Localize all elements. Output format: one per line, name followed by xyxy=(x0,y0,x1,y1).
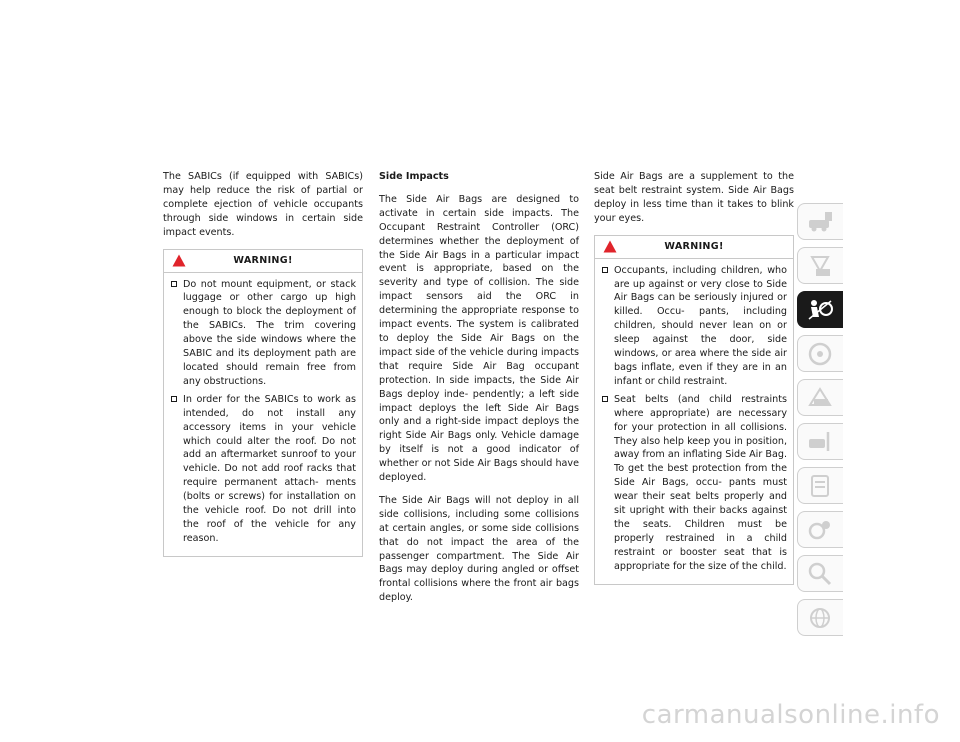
chapter-tab-languages[interactable] xyxy=(797,599,843,636)
multimedia-icon xyxy=(806,517,834,543)
chapter-tab-specifications[interactable] xyxy=(797,467,843,504)
emergency-vehicle-icon xyxy=(806,385,834,411)
square-bullet-icon xyxy=(602,396,608,402)
warning-triangle-icon xyxy=(172,254,186,267)
warning-title: WARNING! xyxy=(233,254,293,266)
chapter-tab-multimedia[interactable] xyxy=(797,511,843,548)
warning-item xyxy=(601,393,787,574)
car-info-icon xyxy=(806,209,834,235)
body-paragraph: The Side Air Bags will not deploy in all side collisions, including some collisions at certain angles, or some side collisions that do not impact the area of the passenger compartment. The Side Air Bags may deploy during angled or offset frontal collisions where the front air bags deploy. xyxy=(379,494,579,604)
warning-item xyxy=(601,264,787,389)
warning-header xyxy=(595,236,793,259)
chapter-tab-service[interactable] xyxy=(797,423,843,460)
warning-header xyxy=(164,250,362,273)
language-icon xyxy=(806,605,834,631)
warning-item-text: Occupants, including children, who are up against or very close to Side Air Bags can be seriously injured or killed. Occu- pants, including children, should never lean on or sleep against the door, side windows, or area where the side air bags inflate, even if they are in an infant or child restraint. xyxy=(614,264,787,387)
airbag-safety-icon xyxy=(806,297,834,323)
warning-triangle-icon xyxy=(603,240,617,253)
warning-item-text: Do not mount equipment, or stack luggage or other cargo up high enough to block the deployment of the SABICs. The trim covering above the side windows where the SABIC and its deployment path are located should remain free from any obstructions. xyxy=(183,278,356,387)
square-bullet-icon xyxy=(602,267,608,273)
chapter-tab-index[interactable] xyxy=(797,555,843,592)
square-bullet-icon xyxy=(171,396,177,402)
sabic-intro-paragraph: The SABICs (if equipped with SABICs) may help reduce the risk of partial or complete ejection of vehicle occupants through side windows in certain side impact events. xyxy=(163,171,363,238)
chapter-tab-car-info[interactable] xyxy=(797,203,843,240)
warning-box-side-airbags xyxy=(594,235,794,585)
service-car-icon xyxy=(806,429,834,455)
chapter-tab-driving[interactable] xyxy=(797,335,843,372)
specifications-icon xyxy=(806,473,834,499)
warning-box-sabic xyxy=(163,249,363,557)
watermark-text: carmanualsonline.info xyxy=(641,700,940,730)
dashboard-warning-icon xyxy=(806,253,834,279)
warning-item-text: In order for the SABICs to work as intended, do not install any accessory items in your vehicle which could alter the roof. Do not add an aftermarket sunroof to your vehicle. Do not add roof racks that require permanent attach- ments (bolts or screws) for installation on the vehicle roof. Do not drill into the roof of the vehicle for any reason. xyxy=(183,393,356,544)
square-bullet-icon xyxy=(171,281,177,287)
side-airbag-intro-paragraph: Side Air Bags are a supplement to the seat belt restraint system. Side Air Bags deploy in less time than it takes to blink your eyes. xyxy=(594,171,794,224)
chapter-tab-emergency[interactable] xyxy=(797,379,843,416)
chapter-tab-strip xyxy=(797,203,843,643)
section-heading: Side Impacts xyxy=(379,171,449,182)
chapter-tab-safety[interactable] xyxy=(797,291,843,328)
left-column xyxy=(163,170,363,557)
steering-wheel-icon xyxy=(806,341,834,367)
warning-item xyxy=(170,278,356,389)
warning-item xyxy=(170,393,356,546)
right-column xyxy=(594,170,794,585)
warning-title: WARNING! xyxy=(664,240,724,252)
middle-column xyxy=(379,170,579,614)
warning-item-text: Seat belts (and child restraints where appropriate) are necessary for your protection in all collisions. They also help keep you in position, away from an inflating Side Air Bag. To get the best protection from the Side Air Bags, occu- pants must wear their seat belts properly and sit upright with their backs against the seats. Children must be properly restrained in a child restraint or booster seat that is appropriate for the size of the child. xyxy=(614,393,787,572)
body-paragraph: The Side Air Bags are designed to activate in certain side impacts. The Occupant Restraint Controller (ORC) determines whether the deployment of the Side Air Bags in a particular impact event is appropriate, based on the severity and type of collision. The side impact sensors aid the ORC in determining the appropriate response to impact events. The system is calibrated to deploy the Side Air Bags on the impact side of the vehicle during impacts that require Side Air Bag occupant protection. In side impacts, the Side Air Bags deploy inde- pendently; a left side impact deploys the left Side Air Bags only and a right-side impact deploys the right Side Air Bags only. Vehicle damage by itself is not a good indicator of whether or not Side Air Bags should have deployed. xyxy=(379,193,579,484)
chapter-tab-dashboard[interactable] xyxy=(797,247,843,284)
search-icon xyxy=(806,561,834,587)
